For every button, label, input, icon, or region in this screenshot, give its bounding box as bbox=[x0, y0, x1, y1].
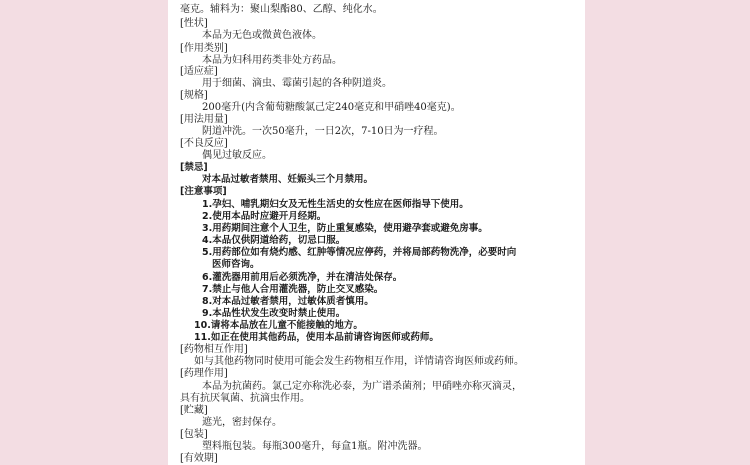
section-title-indications: [适应症] bbox=[180, 66, 218, 77]
section-body-specification: 200毫升(内含葡萄糖酸氯己定240毫克和甲硝唑40毫克)。 bbox=[202, 102, 461, 113]
precautions-title: [注意事项] bbox=[180, 186, 227, 197]
section-title-adverse: [不良反应] bbox=[180, 138, 228, 149]
storage-text: 遮光，密封保存。 bbox=[202, 417, 282, 428]
package-title: [包装] bbox=[180, 429, 208, 440]
precaution-item: 11.如正在使用其他药品，使用本品前请咨询医师或药师。 bbox=[194, 332, 439, 343]
precaution-item: 1.孕妇、哺乳期妇女及无性生活史的女性应在医师指导下使用。 bbox=[202, 199, 469, 210]
interactions-title: [药物相互作用] bbox=[180, 344, 248, 355]
leaflet-page bbox=[168, 0, 585, 465]
package-text: 塑料瓶包装。每瓶300毫升，每盒1瓶。附冲洗器。 bbox=[202, 441, 428, 452]
section-body-adverse: 偶见过敏反应。 bbox=[202, 150, 272, 161]
section-title-specification: [规格] bbox=[180, 90, 208, 101]
precaution-item: 4.本品仅供阴道给药，切忌口服。 bbox=[202, 235, 346, 246]
precaution-item: 2.使用本品时应避开月经期。 bbox=[202, 211, 327, 222]
section-title-dosage: [用法用量] bbox=[180, 114, 228, 125]
contraindication-title: [禁忌] bbox=[180, 162, 208, 173]
contraindication-text: 对本品过敏者禁用、妊娠头三个月禁用。 bbox=[202, 174, 374, 185]
storage-title: [贮藏] bbox=[180, 405, 208, 416]
precaution-item-cont: 医师咨询。 bbox=[212, 259, 260, 270]
section-body-indications: 用于细菌、滴虫、霉菌引起的各种阴道炎。 bbox=[202, 78, 392, 89]
pharmacology-title: [药理作用] bbox=[180, 368, 228, 379]
precaution-item: 5.用药部位如有烧灼感、红肿等情况应停药，并将局部药物洗净，必要时向 bbox=[202, 247, 517, 258]
precaution-item: 6.灌洗器用前用后必须洗净，并在清洁处保存。 bbox=[202, 272, 403, 283]
validity-title: [有效期] bbox=[180, 453, 218, 464]
precaution-item: 3.用药期间注意个人卫生，防止重复感染，使用避孕套或避免房事。 bbox=[202, 223, 488, 234]
precaution-item: 8.对本品过敏者禁用，过敏体质者慎用。 bbox=[202, 296, 374, 307]
section-body-properties: 本品为无色或微黄色液体。 bbox=[202, 30, 322, 41]
section-title-category: [作用类别] bbox=[180, 43, 228, 54]
pharmacology-text: 具有抗厌氧菌、抗滴虫作用。 bbox=[180, 393, 310, 404]
pharmacology-text: 本品为抗菌药。氯己定亦称洗必泰，为广谱杀菌剂；甲硝唑亦称灭滴灵， bbox=[202, 381, 522, 392]
interactions-text: 如与其他药物同时使用可能会发生药物相互作用，详情请咨询医师或药师。 bbox=[194, 356, 524, 367]
precaution-item: 7.禁止与他人合用灌洗器，防止交叉感染。 bbox=[202, 284, 384, 295]
precaution-item: 10.请将本品放在儿童不能接触的地方。 bbox=[194, 320, 363, 331]
section-body-category: 本品为妇科用药类非处方药品。 bbox=[202, 55, 342, 66]
precaution-item: 9.本品性状发生改变时禁止使用。 bbox=[202, 308, 346, 319]
ingredients-line: 毫克。辅料为：聚山梨酯80、乙醇、纯化水。 bbox=[180, 4, 383, 15]
section-body-dosage: 阴道冲洗。一次50毫升，一日2次，7-10日为一疗程。 bbox=[202, 126, 444, 137]
section-title-properties: [性状] bbox=[180, 18, 208, 29]
